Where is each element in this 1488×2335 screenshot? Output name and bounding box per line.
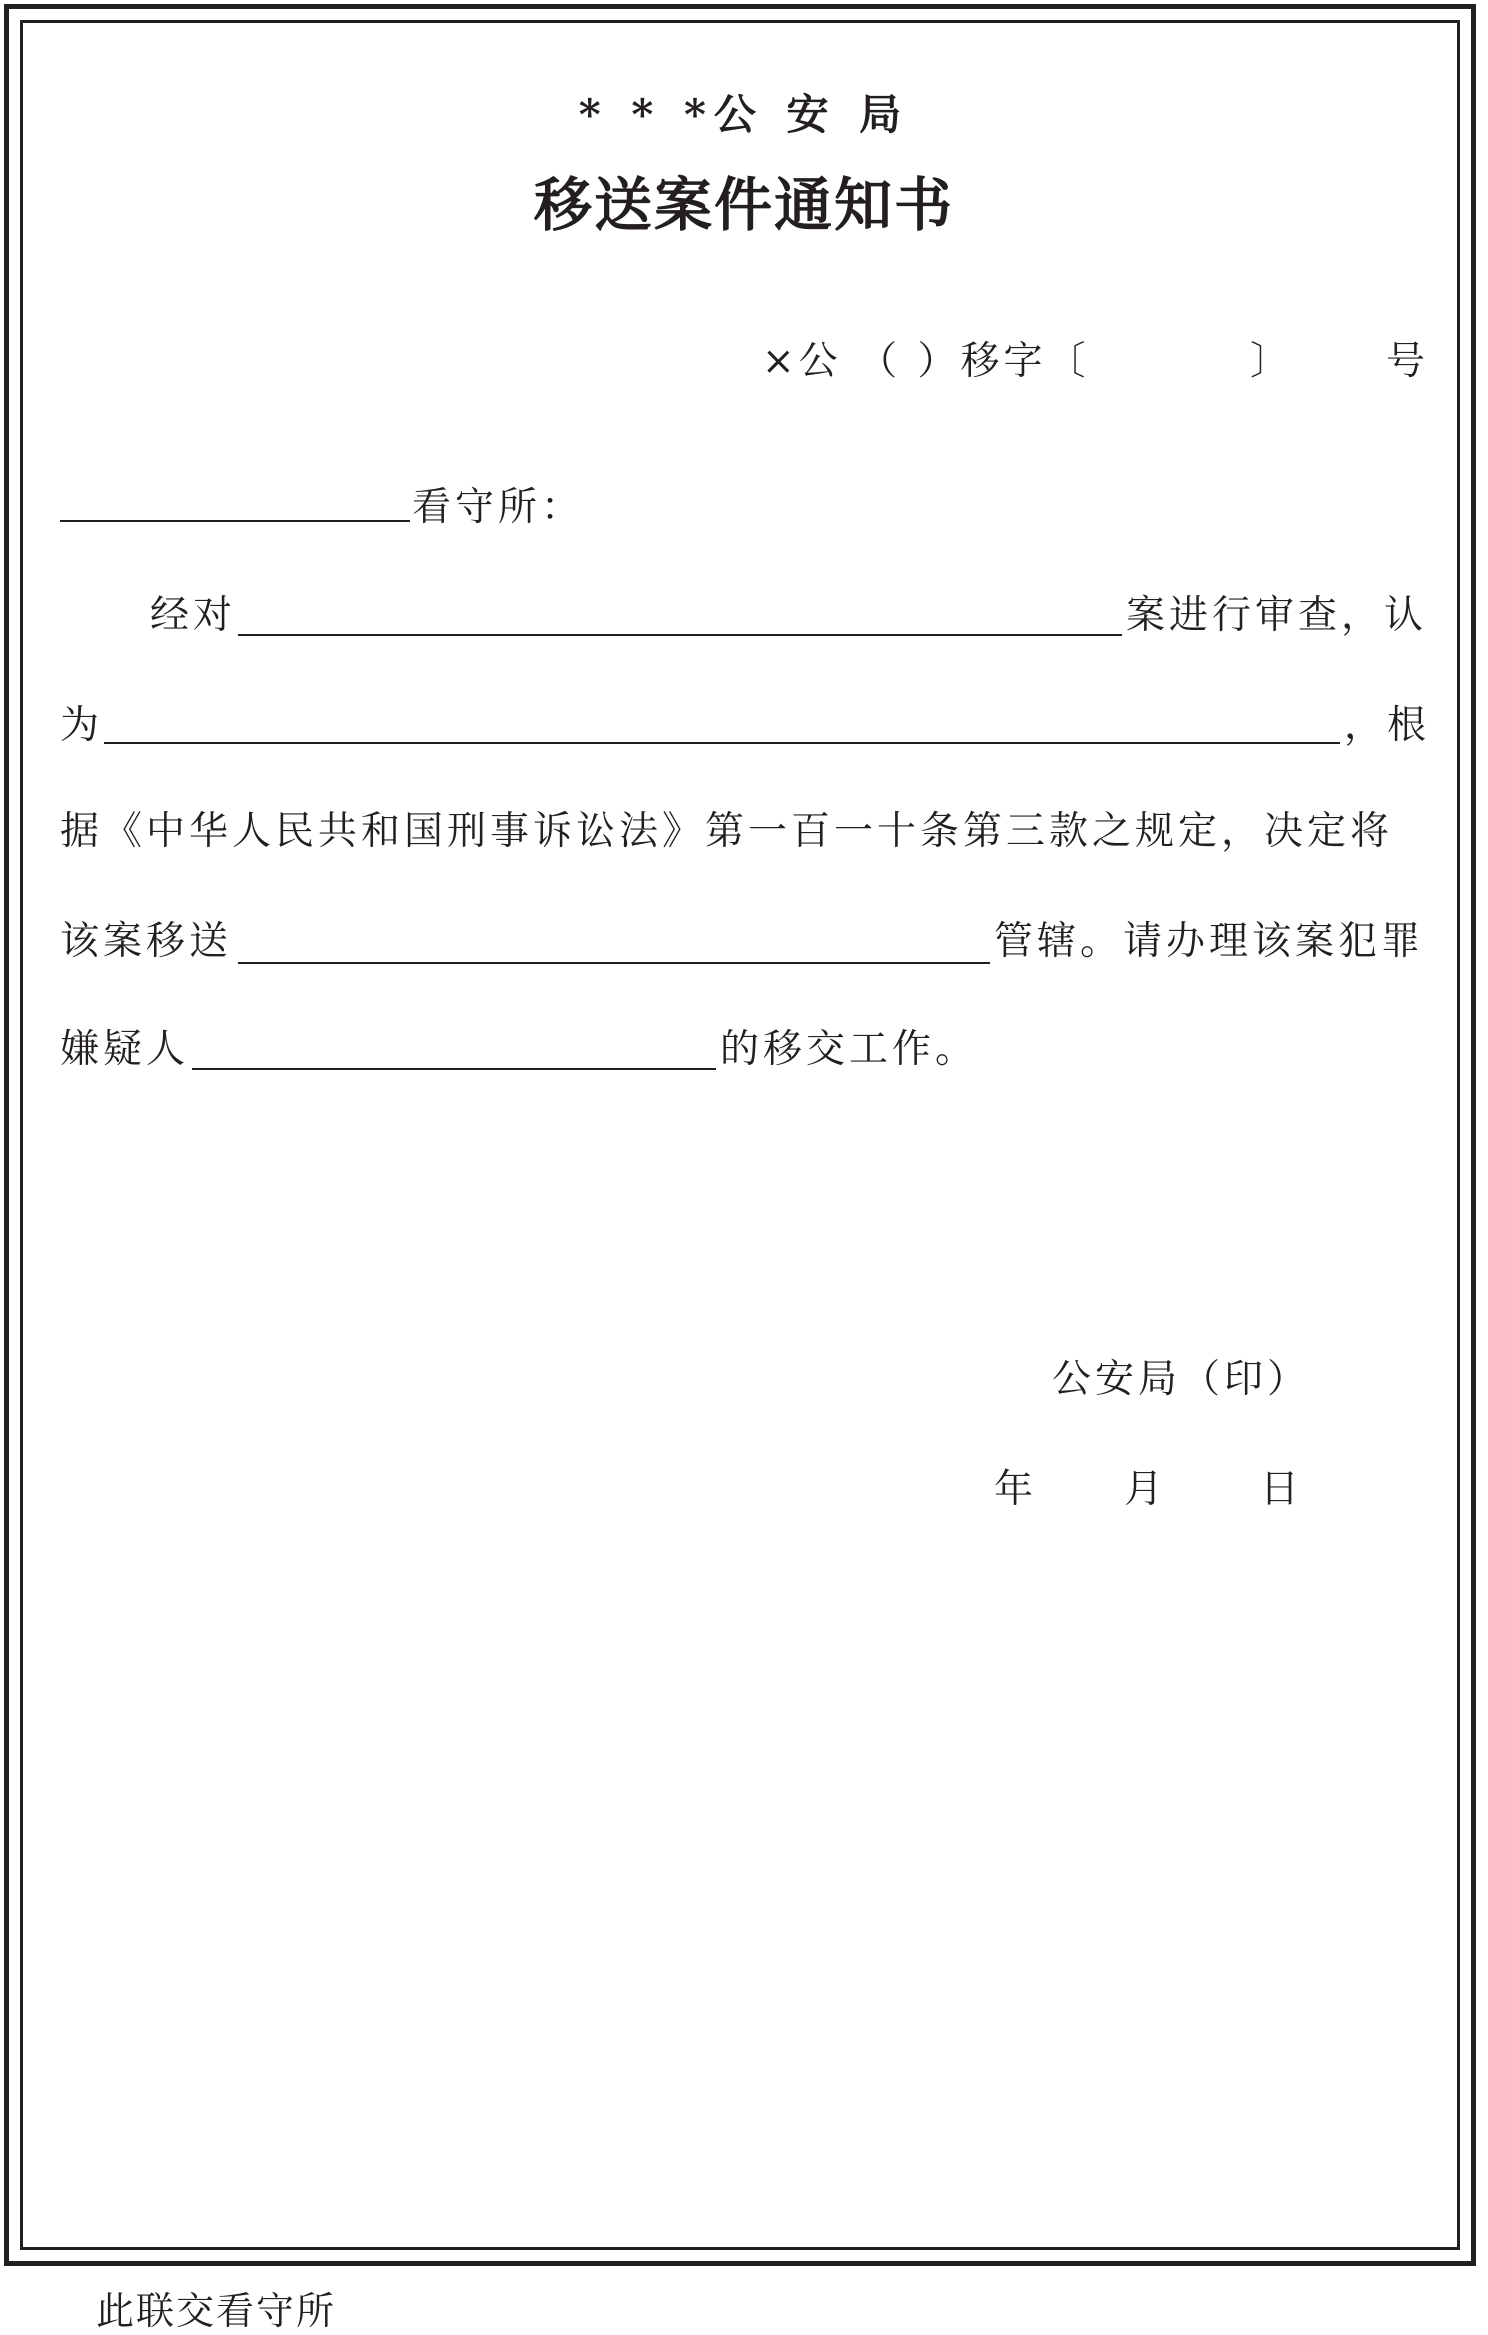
body-line4-end: 管辖。请办理该案犯罪 (994, 919, 1425, 964)
issuer-seal: 公安局（印） (1052, 1357, 1311, 1402)
document-title: 移送案件通知书 (533, 171, 954, 239)
inner-border (20, 20, 1460, 2250)
body-line5-end: 的移交工作。 (720, 1027, 979, 1072)
date-year-label: 年 (994, 1467, 1038, 1512)
addressee-suffix: 看守所： (412, 485, 585, 530)
reason-blank (104, 742, 1340, 744)
body-line2-start: 为 (60, 703, 104, 748)
doc-number-bracket-close: 〕 (1250, 339, 1294, 384)
body-line1-end: 案进行审查，认 (1126, 593, 1428, 638)
case-name-blank (238, 634, 1122, 636)
jurisdiction-blank (238, 962, 990, 964)
doc-number-prefix: ×公 （ ）移字〔 (762, 339, 1090, 384)
doc-number-suffix: 号 (1386, 339, 1430, 384)
addressee-blank (60, 520, 410, 522)
date-month-label: 月 (1124, 1467, 1168, 1512)
body-line1-start: 经对 (150, 593, 237, 638)
date-day-label: 日 (1260, 1467, 1304, 1512)
body-line5-start: 嫌疑人 (60, 1027, 190, 1072)
body-line4-start: 该案移送 (60, 919, 233, 964)
agency-name: * * *公 安 局 (578, 90, 910, 139)
copy-note: 此联交看守所 (96, 2289, 337, 2333)
suspect-name-blank (192, 1068, 716, 1070)
body-line3: 据《中华人民共和国刑事诉讼法》第一百一十条第三款之规定，决定将 (60, 809, 1394, 854)
body-line2-end: ，根 (1344, 703, 1431, 748)
